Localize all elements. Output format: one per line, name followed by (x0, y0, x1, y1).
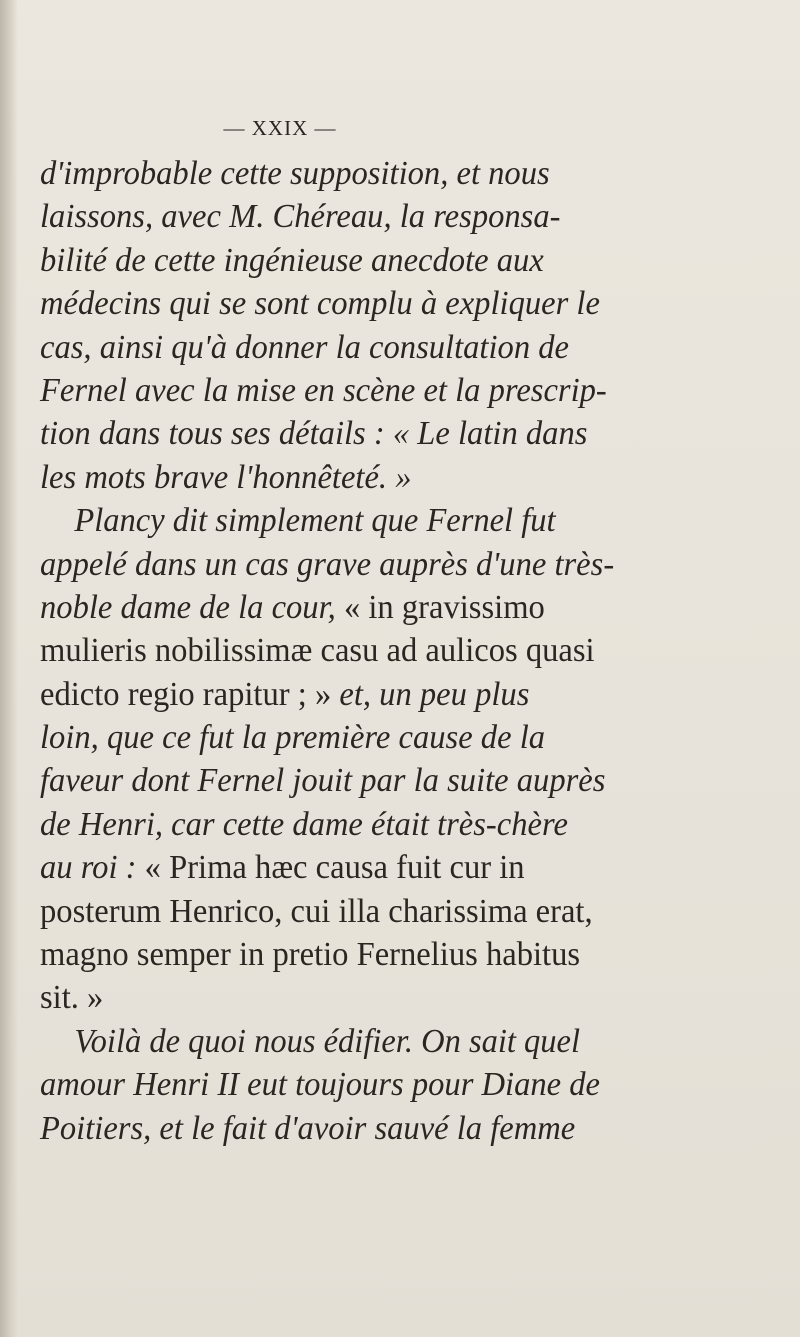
text-segment: magno semper in pretio Fernelius habitus (40, 936, 581, 974)
text-segment: Fernel avec la mise en scène et la prescrip- (40, 371, 607, 409)
text-line (40, 543, 730, 586)
text-segment: loin, que ce fut la première cause de la (40, 719, 546, 757)
text-segment: Voilà de quoi nous édifier. On sait quel (74, 1022, 581, 1060)
page-number: — XXIX — (223, 116, 337, 140)
text-line (40, 239, 730, 282)
text-line (40, 716, 730, 759)
text-line (40, 673, 730, 716)
text-line (40, 890, 730, 933)
text-line (40, 412, 730, 455)
text-segment: faveur dont Fernel jouit par la suite auprès (40, 762, 606, 800)
text-segment: et, un peu plus (339, 675, 530, 713)
text-segment: au roi : (40, 849, 145, 887)
text-segment: de Henri, car cette dame était très-chère (40, 805, 568, 843)
text-segment: appelé dans un cas grave auprès d'une très- (40, 545, 615, 583)
text-line (40, 759, 730, 802)
text-line (40, 1107, 730, 1150)
text-line (40, 976, 730, 1019)
text-segment: edicto regio rapitur ; » (40, 675, 340, 713)
text-line (40, 586, 730, 629)
text-line (40, 629, 730, 672)
text-line (40, 499, 728, 542)
page-edge-shadow (0, 0, 18, 1337)
text-segment: laissons, avec M. Chéreau, la responsa- (40, 198, 561, 236)
text-segment: « Prima hæc causa fuit cur in (144, 849, 525, 887)
text-line (40, 369, 730, 412)
body-text (40, 152, 760, 1150)
text-segment: amour Henri II eut toujours pour Diane de (40, 1066, 601, 1104)
text-segment: bilité de cette ingénieuse anecdote aux (40, 241, 544, 279)
text-line (40, 152, 730, 195)
text-segment: cas, ainsi qu'à donner la consultation de (40, 328, 569, 366)
text-segment: Plancy dit simplement que Fernel fut (74, 502, 556, 540)
text-line (40, 1020, 728, 1063)
text-segment: Poitiers, et le fait d'avoir sauvé la femme (40, 1109, 576, 1147)
text-line (40, 933, 730, 976)
text-line (40, 1063, 730, 1106)
text-line (40, 326, 730, 369)
text-line (40, 803, 730, 846)
text-segment: sit. » (40, 979, 104, 1017)
text-segment: noble dame de la cour, (40, 588, 344, 626)
text-line (40, 456, 730, 499)
text-segment: médecins qui se sont complu à expliquer le (40, 285, 600, 323)
text-segment: tion dans tous ses détails : « Le latin dans (40, 415, 588, 453)
text-segment: posterum Henrico, cui illa charissima erat, (40, 892, 593, 930)
text-segment: « in gravissimo (343, 588, 545, 626)
text-line (40, 846, 730, 889)
text-segment: les mots brave l'honnêteté. » (40, 458, 412, 496)
text-segment: d'improbable cette supposition, et nous (40, 155, 550, 192)
text-line (40, 282, 730, 325)
text-line (40, 195, 730, 238)
text-segment: mulieris nobilissimæ casu ad aulicos quasi (40, 632, 595, 670)
